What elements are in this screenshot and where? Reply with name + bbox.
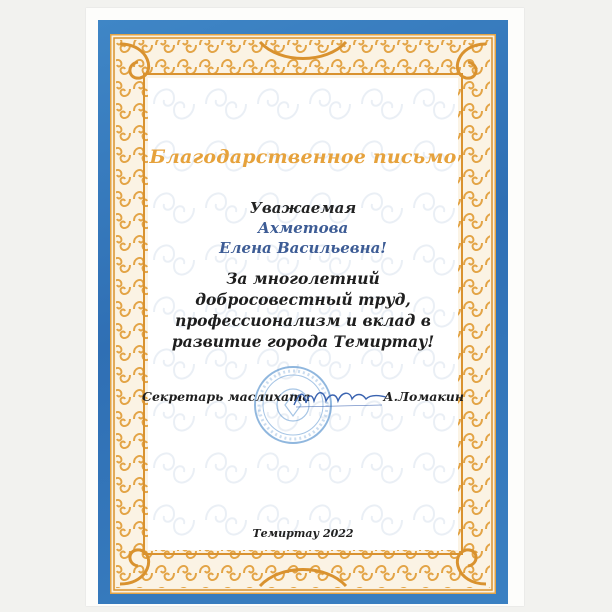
signatory-name: А.Ломакин	[383, 389, 464, 404]
message-line: профессионализм и вклад в	[175, 311, 431, 330]
message-line: развитие города Темиртау!	[171, 332, 435, 351]
message-line: За многолетний	[226, 269, 380, 288]
message	[148, 268, 458, 352]
recipient-surname: Ахметова	[257, 219, 349, 237]
greeting: Уважаемая	[249, 199, 357, 217]
message-line: добросовестный труд,	[195, 290, 411, 309]
signatory-role: Секретарь маслихата	[142, 389, 311, 404]
recipient-given-name: Елена Васильевна!	[219, 239, 387, 257]
certificate-title: Благодарственное письмо	[149, 146, 457, 168]
handwritten-signature	[290, 385, 390, 411]
place-and-year: Темиртау 2022	[252, 527, 354, 540]
